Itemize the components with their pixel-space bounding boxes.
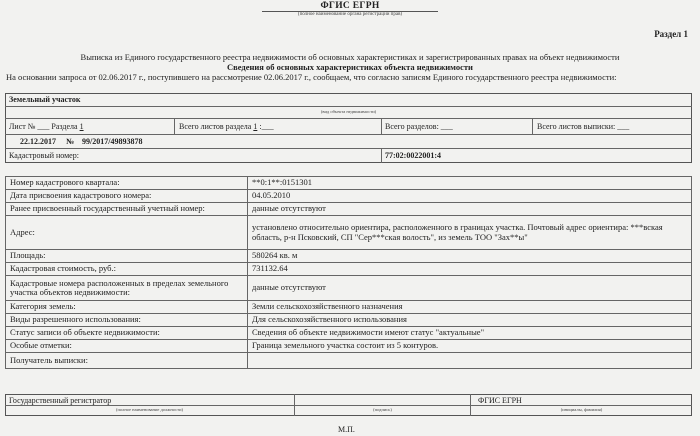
row-label: Категория земель: <box>6 301 248 314</box>
section-label: Раздел 1 <box>654 29 688 39</box>
extract-number-label: № <box>66 137 75 146</box>
row-value: Для сельскохозяйственного использования <box>248 314 692 327</box>
divider <box>5 118 692 119</box>
divider <box>381 148 382 163</box>
row-value: Сведения об объекте недвижимости имеют статус "актуальные" <box>248 327 692 340</box>
divider <box>5 148 692 149</box>
object-type: Земельный участок <box>9 95 81 104</box>
row-label: Площадь: <box>6 250 248 263</box>
basis-text: На основании запроса от 02.06.2017 г., поступившего на рассмотрение 02.06.2017 г., сообщаем, что согласно записям Единого государственного реестра недвижимости: <box>6 72 617 82</box>
table-row <box>6 276 692 301</box>
row-value: 04.05.2010 <box>248 190 692 203</box>
registrar-position: Государственный регистратор <box>9 396 112 405</box>
table-row <box>6 250 692 263</box>
total-extract-sheets: Всего листов выписки: ___ <box>537 122 630 131</box>
row-value: данные отсутствуют <box>248 203 692 216</box>
row-label: Дата присвоения кадастрового номера: <box>6 190 248 203</box>
row-label: Номер кадастрового квартала: <box>6 177 248 190</box>
table-row <box>6 301 692 314</box>
table-row <box>6 263 692 276</box>
divider <box>5 106 692 107</box>
divider <box>5 134 692 135</box>
row-label: Особые отметки: <box>6 340 248 353</box>
table-row <box>6 314 692 327</box>
table-row <box>6 327 692 340</box>
row-label: Статус записи об объекте недвижимости: <box>6 327 248 340</box>
object-type-caption: (вид объекта недвижимости) <box>320 109 377 114</box>
row-value: 580264 кв. м <box>248 250 692 263</box>
row-label: Получатель выписки: <box>6 353 248 369</box>
row-value: Земли сельскохозяйственного назначения <box>248 301 692 314</box>
table-row <box>6 216 692 250</box>
table-row <box>6 340 692 353</box>
cadastral-label: Кадастровый номер: <box>9 151 79 160</box>
extract-number: 99/2017/49893878 <box>82 137 143 146</box>
row-value: данные отсутствуют <box>248 276 692 301</box>
document-title: ФГИС ЕГРН <box>320 1 380 11</box>
table-row <box>6 203 692 216</box>
properties-table <box>5 176 692 369</box>
row-value: **0:1**:0151301 <box>248 177 692 190</box>
divider <box>532 118 533 135</box>
sheet-number: Лист № ___ Раздела 1 <box>9 122 84 131</box>
caption-position: (полное наименование должности) <box>116 407 183 412</box>
table-row <box>6 177 692 190</box>
row-label: Виды разрешенного использования: <box>6 314 248 327</box>
total-sections: Всего разделов: ___ <box>385 122 453 131</box>
row-value: Граница земельного участка состоит из 5 контуров. <box>248 340 692 353</box>
stamp-place: М.П. <box>338 425 355 434</box>
divider <box>381 118 382 135</box>
caption-name: (инициалы, фамилия) <box>560 407 603 412</box>
extract-date: 22.12.2017 <box>20 137 56 146</box>
row-value: установлено относительно ориентира, расположенного в границах участка. Почтовый адрес ориентира: ***вская область, р-н Псковский, СП "Сер***ская волость", из земель ТОО "Зах**ы" <box>248 216 692 250</box>
extract-title: Выписка из Единого государственного реестра недвижимости об основных характеристиках и зарегистрированных правах на объект недвижимости <box>80 52 620 62</box>
row-label: Адрес: <box>6 216 248 250</box>
caption-signature: (подпись) <box>373 407 392 412</box>
table-row <box>6 353 692 369</box>
row-label: Ранее присвоенный государственный учетный номер: <box>6 203 248 216</box>
row-label: Кадастровая стоимость, руб.: <box>6 263 248 276</box>
total-sheets-section: Всего листов раздела 1 :___ <box>179 122 274 131</box>
cadastral-number: 77:02:0022001:4 <box>385 151 441 160</box>
title-caption: (полное наименование органа регистрации прав) <box>297 12 403 17</box>
row-value: 731132.64 <box>248 263 692 276</box>
divider <box>5 405 692 406</box>
extract-subtitle: Сведения об основных характеристиках объекта недвижимости <box>227 62 473 72</box>
registrar-org: ФГИС ЕГРН <box>478 396 522 405</box>
row-label: Кадастровые номера расположенных в пределах земельного участка объектов недвижимости: <box>6 276 248 301</box>
table-row <box>6 190 692 203</box>
row-value <box>248 353 692 369</box>
divider <box>174 118 175 135</box>
